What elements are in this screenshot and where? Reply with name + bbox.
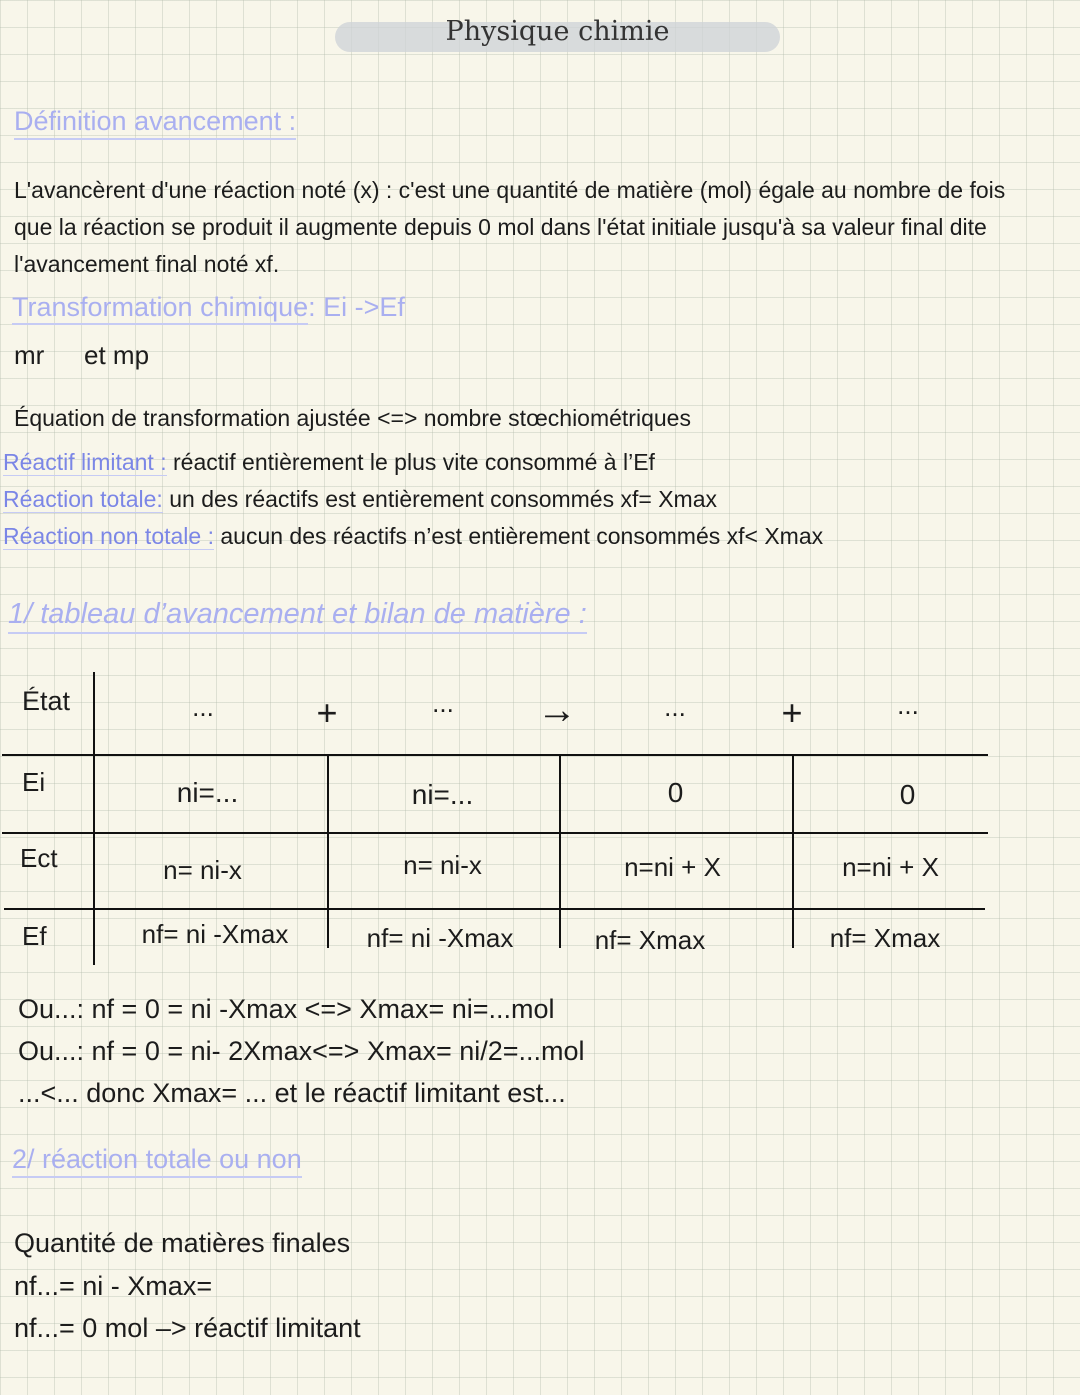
reaction-line: nf...= ni - Xmax=	[14, 1271, 213, 1301]
reaction-line: nf...= 0 mol –> réactif limitant	[14, 1313, 361, 1343]
table-header-species: ...	[432, 688, 454, 718]
mr-label: mr	[14, 340, 45, 370]
transformation-heading: Transformation chimique	[12, 292, 308, 325]
tableau-heading: 1/ tableau d’avancement et bilan de matière :	[8, 598, 587, 634]
definition-text: réactif entièrement le plus vite consommé à l’Ef	[173, 449, 655, 475]
table-cell: n=ni + X	[842, 852, 939, 882]
definition-text: aucun des réactifs n’est entièrement consommés xf< Xmax	[220, 523, 824, 549]
table-cell: nf= Xmax	[829, 923, 941, 953]
definition-text: un des réactifs est entièrement consommés xf= Xmax	[169, 486, 717, 512]
transformation-heading-rest: : Ei ->Ef	[308, 292, 405, 322]
conclusion-line: ...<... donc Xmax= ... et le réactif limitant est...	[18, 1078, 566, 1108]
table-cell: 0	[899, 779, 916, 810]
conclusion-line: Ou...: nf = 0 = ni -Xmax <=> Xmax= ni=...mol	[18, 994, 555, 1024]
reaction-line: Quantité de matières finales	[14, 1228, 351, 1258]
table-cell: n=ni + X	[624, 852, 721, 882]
table-row-label: Ef	[22, 921, 47, 951]
reaction-heading: 2/ réaction totale ou non	[12, 1144, 302, 1178]
conclusion-line: Ou...: nf = 0 = ni- 2Xmax<=> Xmax= ni/2=...mol	[18, 1036, 585, 1066]
table-header-plus: +	[316, 692, 338, 733]
table-header-species: ...	[192, 692, 214, 722]
definition-label: Réaction non totale :	[3, 523, 214, 549]
table-header-etat: État	[22, 686, 71, 716]
table-row-label: Ei	[22, 767, 46, 797]
table-header-plus: +	[781, 692, 803, 733]
table-cell: nf= ni -Xmax	[141, 919, 289, 949]
table-header-species: ...	[664, 692, 686, 722]
definition-heading: Définition avancement :	[14, 106, 296, 140]
table-row-label: Ect	[20, 843, 58, 873]
definition-paragraph: L'avancèrent d'une réaction noté (x) : c'est une quantité de matière (mol) égale au nombre de fois que la réaction se produit il augmente depuis 0 mol dans l'état initiale jusqu'à sa valeur final dite l'avancement final noté xf.	[14, 177, 1006, 277]
table-cell: ni=...	[411, 779, 474, 810]
definition-label: Réaction totale:	[3, 486, 163, 512]
page-title: Physique chimie	[445, 16, 670, 47]
table-cell: nf= ni -Xmax	[366, 923, 514, 953]
table-cell: 0	[667, 777, 684, 808]
mp-label: et mp	[84, 340, 150, 370]
table-cell: n= ni-x	[403, 850, 482, 880]
table-cell: nf= Xmax	[594, 925, 706, 955]
arrow-icon: →	[537, 688, 577, 732]
definition-label: Réactif limitant :	[3, 449, 167, 475]
table-cell: n= ni-x	[163, 855, 242, 885]
table-header-species: ...	[897, 690, 919, 720]
table-cell: ni=...	[176, 777, 239, 808]
equation-line: Équation de transformation ajustée <=> nombre stœchiométriques	[14, 405, 691, 431]
